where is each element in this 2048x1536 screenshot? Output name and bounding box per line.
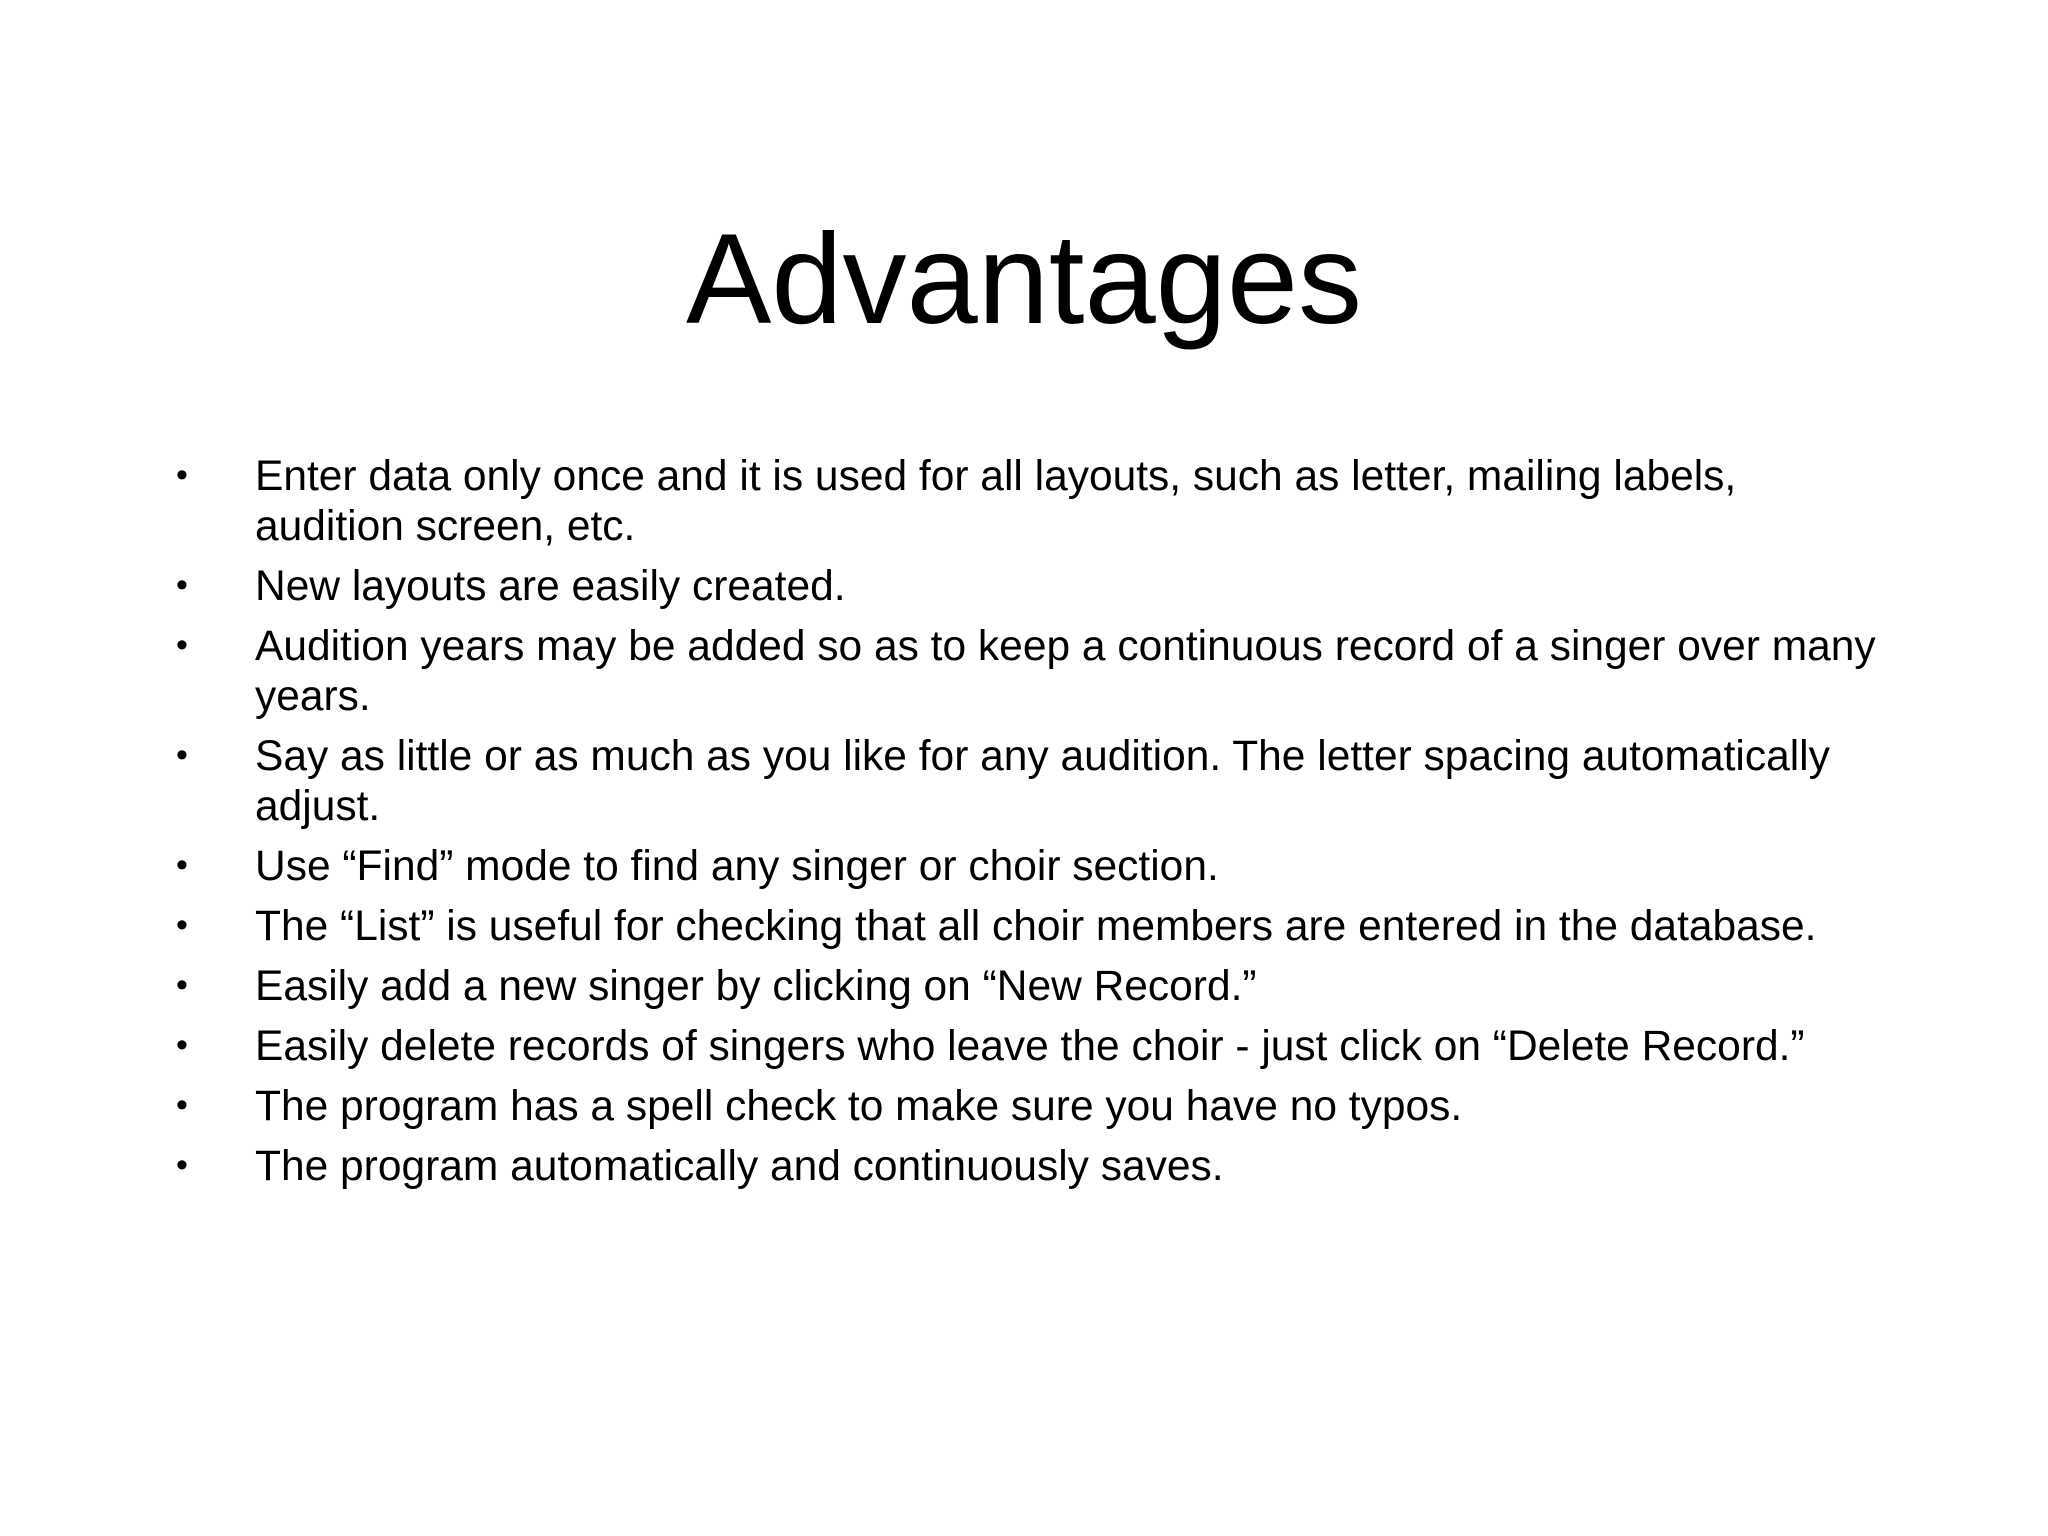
- bullet-text: Easily add a new singer by clicking on “New Record.”: [255, 963, 1257, 1010]
- list-item: [176, 1022, 1896, 1072]
- bullet-text: The program has a spell check to make sure you have no typos.: [255, 1083, 1463, 1130]
- list-item: [176, 452, 1896, 552]
- bullet-text: New layouts are easily created.: [255, 563, 846, 610]
- slide-title: Advantages: [685, 208, 1363, 351]
- bullet-icon: •: [176, 1026, 188, 1064]
- list-item: [176, 902, 1896, 952]
- list-item: [176, 842, 1896, 892]
- bullet-text: Audition years may be added so as to keep a continuous record of a singer over many years.: [255, 623, 1876, 720]
- bullet-icon: •: [176, 1146, 188, 1184]
- bullet-icon: •: [176, 566, 188, 604]
- bullet-icon: •: [176, 736, 188, 774]
- bullet-icon: •: [176, 906, 188, 944]
- bullet-icon: •: [176, 626, 188, 664]
- bullet-icon: •: [176, 1086, 188, 1124]
- bullet-text: Use “Find” mode to find any singer or choir section.: [255, 843, 1219, 890]
- list-item: [176, 962, 1896, 1012]
- bullet-text: The “List” is useful for checking that all choir members are entered in the database.: [255, 903, 1817, 950]
- list-item: [176, 732, 1896, 832]
- bullet-text: The program automatically and continuously saves.: [255, 1143, 1224, 1190]
- bullet-icon: •: [176, 846, 188, 884]
- bullet-text: Enter data only once and it is used for all layouts, such as letter, mailing labels, audition screen, etc.: [255, 453, 1737, 550]
- bullet-text: Say as little or as much as you like for any audition. The letter spacing automatically adjust.: [255, 733, 1830, 830]
- bullet-list: [176, 452, 1896, 1202]
- bullet-icon: •: [176, 966, 188, 1004]
- list-item: [176, 622, 1896, 722]
- list-item: [176, 1082, 1896, 1132]
- list-item: [176, 562, 1896, 612]
- list-item: [176, 1142, 1896, 1192]
- bullet-icon: •: [176, 456, 188, 494]
- bullet-text: Easily delete records of singers who leave the choir - just click on “Delete Record.”: [255, 1023, 1805, 1070]
